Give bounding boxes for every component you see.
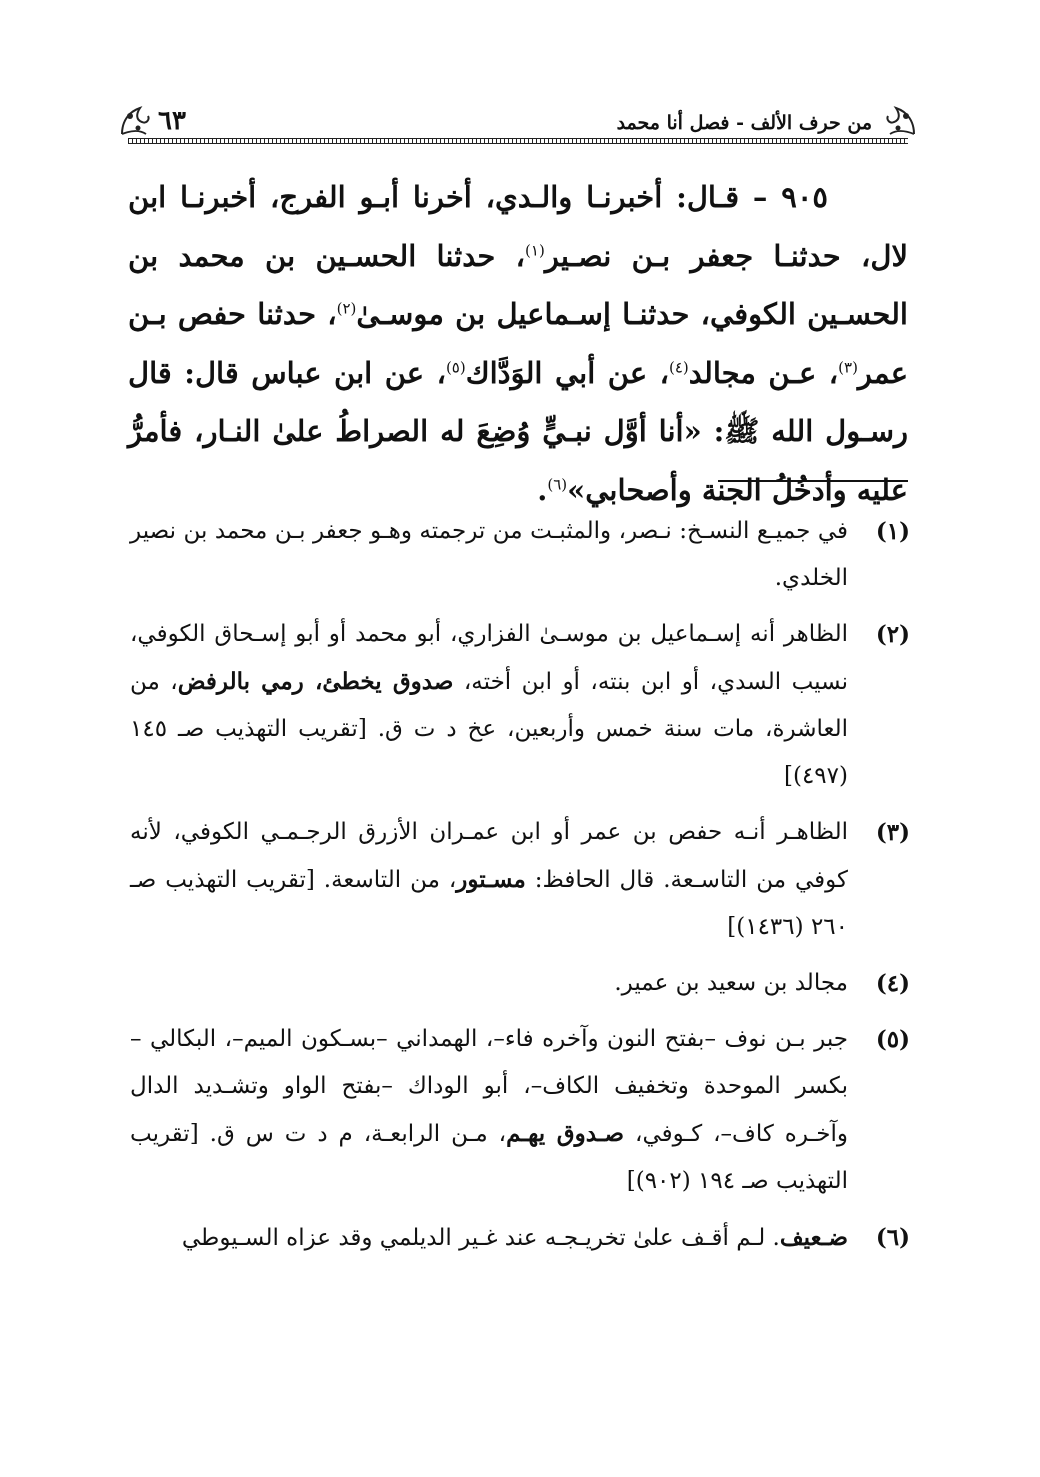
footnote-ref: (٢) bbox=[336, 299, 357, 318]
footnote-number: (٣) bbox=[875, 819, 910, 846]
hadith-text bbox=[128, 168, 908, 519]
footnote: (٣) الظاهـر أنـه حفص بن عمر أو ابن عمـران الأزرق الرجـمـي الكوفي، لأنه كوفي من التاسـعة. قال الحافظ: مسـتور، من التاسعة. [تقريب التهذيب صـ ٢٦٠ (١٤٣٦)] bbox=[130, 809, 910, 951]
footnote-number: (٦) bbox=[875, 1224, 910, 1251]
footnote-ref: (٤) bbox=[668, 357, 689, 376]
prophetic-quote: «أنا أوَّل نبـيٍّ وُضِعَ له الصراطُ علىٰ النـار، فأمرُّ عليه وأدخُلُ الجنة وأصحابي» bbox=[128, 414, 908, 507]
footnote-number: (١) bbox=[875, 518, 910, 545]
footnote-ref: (٦) bbox=[547, 474, 568, 493]
chapter-title: من حرف الألف - فصل أنا محمد bbox=[616, 112, 872, 134]
grading: ضـعيف bbox=[779, 1224, 848, 1251]
running-header bbox=[118, 100, 918, 146]
footnote-number: (٢) bbox=[875, 621, 910, 648]
grading: صدوق يخطئ، رمي بالرفض bbox=[177, 668, 454, 695]
footnote-separator bbox=[718, 480, 908, 482]
footnote: (٥) جبر بـن نوف –بفتح النون وآخره فاء–، الهمداني –بسـكون الميم–، البكالي –بكسر الموحدة وتخفيف الكاف–، أبو الوداك –بفتح الواو وتشـديد الدال وآخـره كاف–، كـوفي، صـدوق يهـم، مـن الرابعـة، م د ت س ق. [تقريب التهذيب صـ ١٩٤ (٩٠٢)] bbox=[130, 1016, 910, 1205]
footnote-ref: (٣) bbox=[838, 357, 858, 376]
floral-ornament-icon bbox=[118, 104, 152, 136]
footnotes bbox=[130, 508, 910, 1271]
footnote-number: (٥) bbox=[875, 1026, 910, 1053]
header-rule bbox=[128, 138, 908, 144]
hadith-paragraph: ٩٠٥ – قـال: أخبرنـا والـدي، أخرنا أبـو الفرج، أخبرنـا ابن لال، حدثنـا جعفر بـن نصـير$^{(١)}$، حدثنا الحسـين بن محمد بن الحسـين الكوفي، حدثنـا إسـماعيل بن موسـىٰ$^{(٢)}$، حدثنا حفص بـن عمر$^{(٣)}$، عـن مجالد$^{(٤)}$، عن أبي الوَدَّاك$^{(٥)}$، عن ابن عباس قال: قال رسـول الله ﷺ: «أنا أوَّل نبـيٍّ وُضِعَ له الصراطُ علىٰ النـار، فأمرُّ عليه وأدخُلُ الجنة وأصحابي»$^{(٦)}$. bbox=[128, 180, 909, 507]
page-number: ٦٣ bbox=[158, 106, 186, 136]
footnote-ref: (١) bbox=[525, 240, 545, 259]
footnote: (٢) الظاهر أنه إسـماعيل بن موسـىٰ الفزاري، أبو محمد أو أبو إسـحاق الكوفي، نسيب السدي، أو ابن بنته، أو ابن أخته، صدوق يخطئ، رمي بالرفض، من العاشرة، مات سنة خمس وأربعين، عخ د ت ق. [تقريب التهذيب صـ ١٤٥ (٤٩٧)] bbox=[130, 611, 910, 800]
hadith-number: ٩٠٥ bbox=[781, 180, 828, 214]
footnote: (١) في جميـع النسـخ: نـصر، والمثبـت من ترجمته وهـو جعفر بـن محمد بن نصير الخلدي. bbox=[130, 508, 910, 602]
grading: صـدوق يهـم bbox=[506, 1120, 625, 1147]
floral-ornament-icon bbox=[884, 104, 918, 136]
footnote: (٦) ضـعيف. لـم أقـف علىٰ تخريـجـه عند غـير الديلمي وقد عزاه السـيوطي bbox=[130, 1214, 910, 1262]
footnote-ref: (٥) bbox=[445, 357, 466, 376]
footnote: (٤) مجالد بن سعيد بن عمير. bbox=[130, 960, 910, 1007]
footnote-number: (٤) bbox=[875, 970, 910, 997]
grading: مسـتور bbox=[456, 866, 526, 893]
